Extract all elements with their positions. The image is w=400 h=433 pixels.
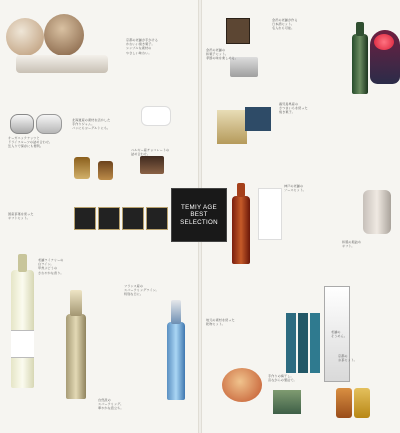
tin-can-image-1 (10, 114, 34, 134)
pastry-tray-image (16, 55, 108, 73)
sake-bottle-neck (356, 22, 364, 36)
left-caption-8: 自然派の スパークリング。 華やかな泡立ち。 (98, 398, 124, 411)
sweet-box-image-1 (217, 110, 247, 144)
sparkling-wine-neck-1 (70, 290, 82, 316)
left-caption-3: 北海道産の素材を活かした 手作りジャム。 パンにもヨーグルトにも。 (72, 118, 111, 131)
gift-box-image (226, 18, 250, 44)
left-caption-1: 京都の老舗が手がける かわいい焼き菓子。 シンプルな素材の やさしい味わい。 (126, 38, 158, 55)
red-bow-image (374, 34, 394, 50)
right-caption-7: 手作りの梅干し。 昔ながらの製法で。 (268, 374, 297, 383)
jam-jar-image-1 (74, 157, 90, 179)
sauce-bottle-neck (237, 183, 245, 197)
tea-box-2 (98, 207, 120, 230)
sake-bottle (352, 34, 368, 94)
egg-dessert-image (6, 18, 44, 56)
tea-can-image-1 (336, 388, 352, 418)
white-wine-neck (18, 254, 27, 272)
dried-food-pack-1 (286, 313, 296, 373)
badge-line-2: BEST (190, 211, 208, 219)
right-page (202, 0, 400, 433)
badge-line-3: SELECTION (180, 218, 218, 226)
tea-box-3 (122, 207, 144, 230)
white-wine-bottle (11, 270, 34, 388)
left-page (0, 0, 198, 433)
white-wine-label (11, 330, 34, 358)
tin-can-image-2 (36, 114, 62, 134)
dried-food-pack-3 (310, 313, 320, 373)
right-caption-6: 地元の素材を使った 乾物セット。 (206, 318, 235, 327)
sauce-label (258, 188, 282, 240)
egg-dessert-image-2 (44, 14, 84, 56)
umeboshi-bowl-image (222, 368, 262, 402)
right-caption-2: 金沢の老舗が作る 日本酒セット。 名入れも可能。 (272, 18, 298, 31)
plate-image (141, 106, 171, 126)
sweet-box-image-2 (245, 107, 271, 131)
left-caption-7: フランス産の スパークリングワイン。 特別な日に。 (124, 284, 159, 297)
right-caption-1: 金沢の老舗の 和菓子セット。 季節の味を楽しめる。 (206, 48, 238, 61)
noodle-box-image (273, 390, 301, 414)
tea-can-image-2 (354, 388, 370, 418)
left-caption-6: 老舗ワイナリーの 白ワイン。 甲州ぶどうの さわやかな香り。 (38, 258, 64, 275)
jam-jar-image-2 (98, 161, 113, 180)
right-caption-5: 和風の瓶詰め ギフト。 (342, 240, 362, 249)
left-caption-4: 国産茶葉を使った ギフトセット。 (8, 212, 34, 221)
sparkling-wine-bottle-2 (167, 322, 185, 400)
sauce-bottle (232, 196, 250, 264)
sparkling-wine-bottle-1 (66, 314, 86, 399)
sparkling-wine-neck-2 (171, 300, 181, 324)
right-caption-8: 老舗の そうめん。 (331, 330, 348, 339)
jar-image (363, 190, 391, 234)
badge-line-1: TEMIY AGE (181, 203, 217, 211)
dried-food-pack-2 (298, 313, 308, 373)
right-caption-3: 鹿児島県産の さつまいもを使った 焼き菓子。 (279, 102, 308, 115)
left-caption-2: オーガニックナッツと ドライフルーツの詰め合わせ。 缶入りで保存にも便利。 (8, 136, 53, 149)
left-caption-5: ベルギー産チョコレートの 詰め合わせ。 (131, 148, 170, 157)
right-caption-9: 京都の お茶セット。 (338, 354, 357, 363)
tea-box-1 (74, 207, 96, 230)
tea-box-4 (146, 207, 168, 230)
right-caption-4: 神戸の老舗の ソースセット。 (284, 184, 306, 193)
